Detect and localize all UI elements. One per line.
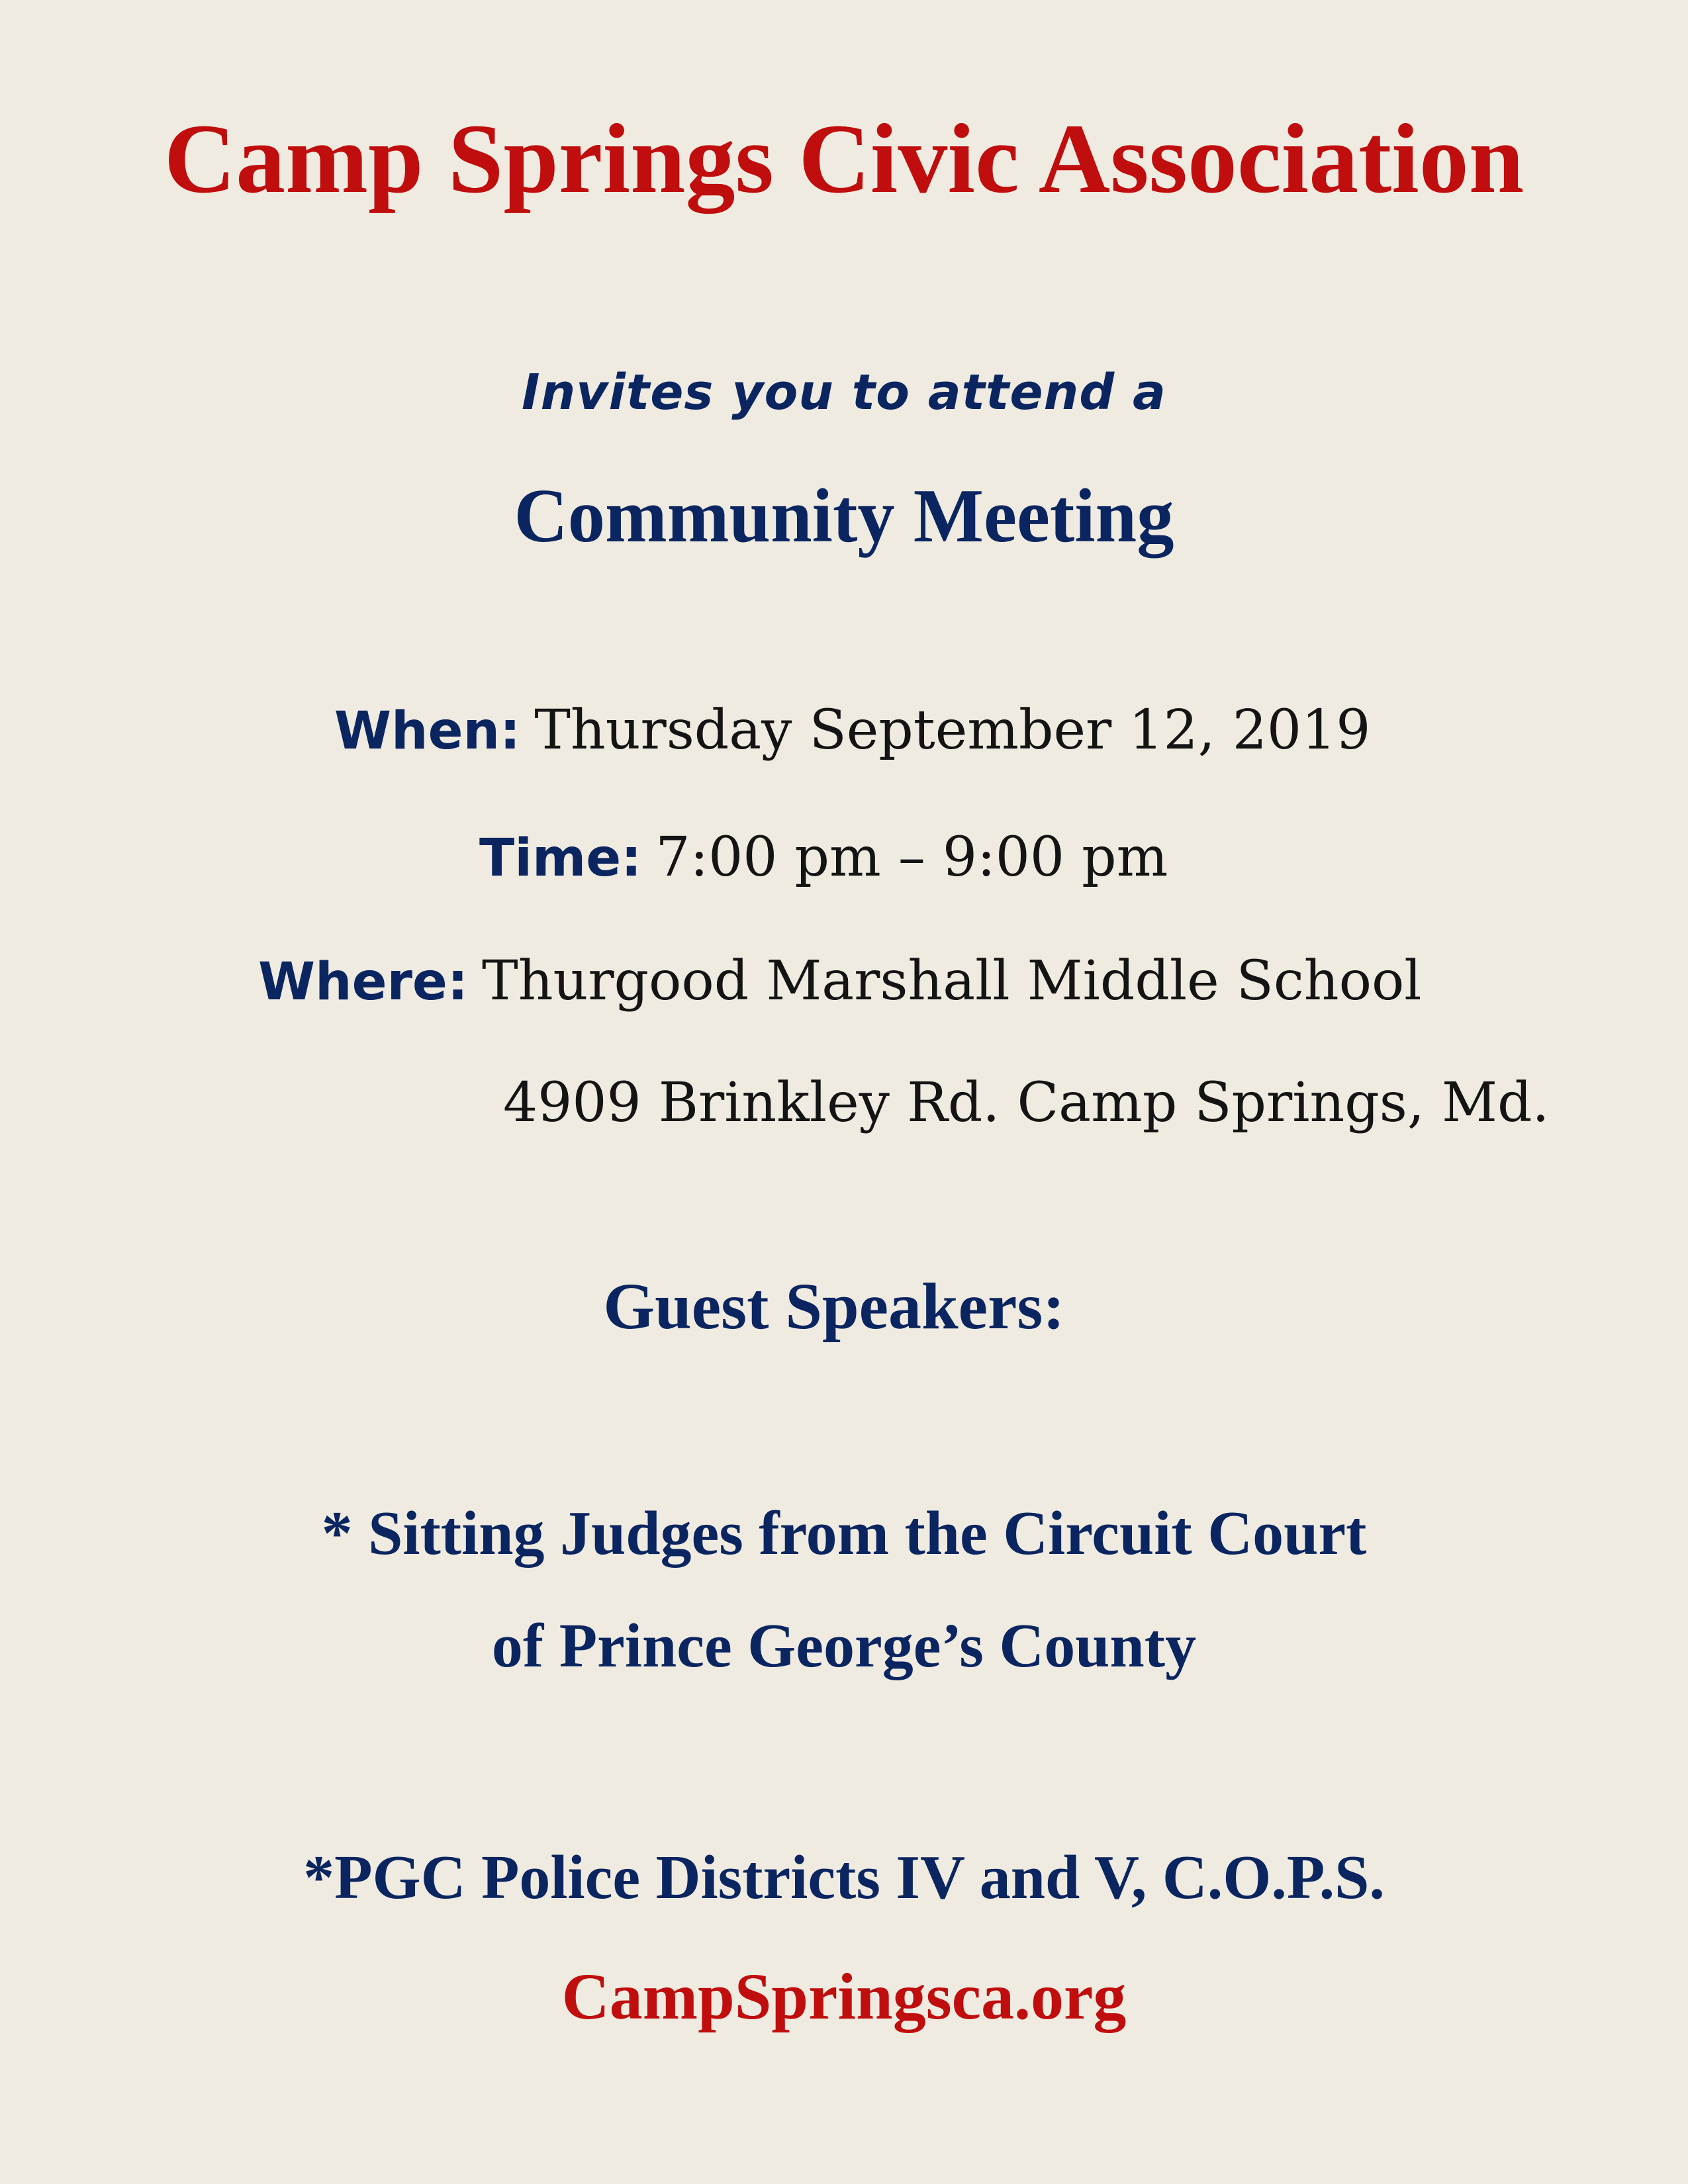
- address-row: [503, 1071, 1550, 1134]
- guest-speakers-heading: [0, 1269, 1688, 1343]
- where-label: Where:: [258, 952, 469, 1012]
- invitation-line: Invites you to attend a: [522, 364, 1166, 421]
- where-value: Thurgood Marshall Middle School: [482, 950, 1422, 1013]
- guest-speakers-heading-text: Guest Speakers:: [603, 1269, 1065, 1343]
- where-row: [258, 950, 1422, 1013]
- time-value: 7:00 pm – 9:00 pm: [655, 826, 1168, 889]
- when-label: When:: [334, 702, 521, 761]
- website-link[interactable]: CampSpringsca.org: [561, 1960, 1127, 2033]
- speaker-item: * Sitting Judges from the Circuit Court: [321, 1499, 1367, 1568]
- address-value: 4909 Brinkley Rd. Camp Springs, Md.: [503, 1071, 1550, 1134]
- event-title: Community Meeting: [514, 474, 1174, 559]
- association-title: Camp Springs Civic Association: [164, 104, 1524, 214]
- speaker-item: of Prince George’s County: [491, 1612, 1197, 1680]
- time-row: [479, 826, 1168, 889]
- when-row: [334, 699, 1371, 762]
- time-label: Time:: [479, 829, 642, 888]
- speaker-item: *PGC Police Districts IV and V, C.O.P.S.: [303, 1843, 1385, 1912]
- when-value: Thursday September 12, 2019: [534, 699, 1371, 762]
